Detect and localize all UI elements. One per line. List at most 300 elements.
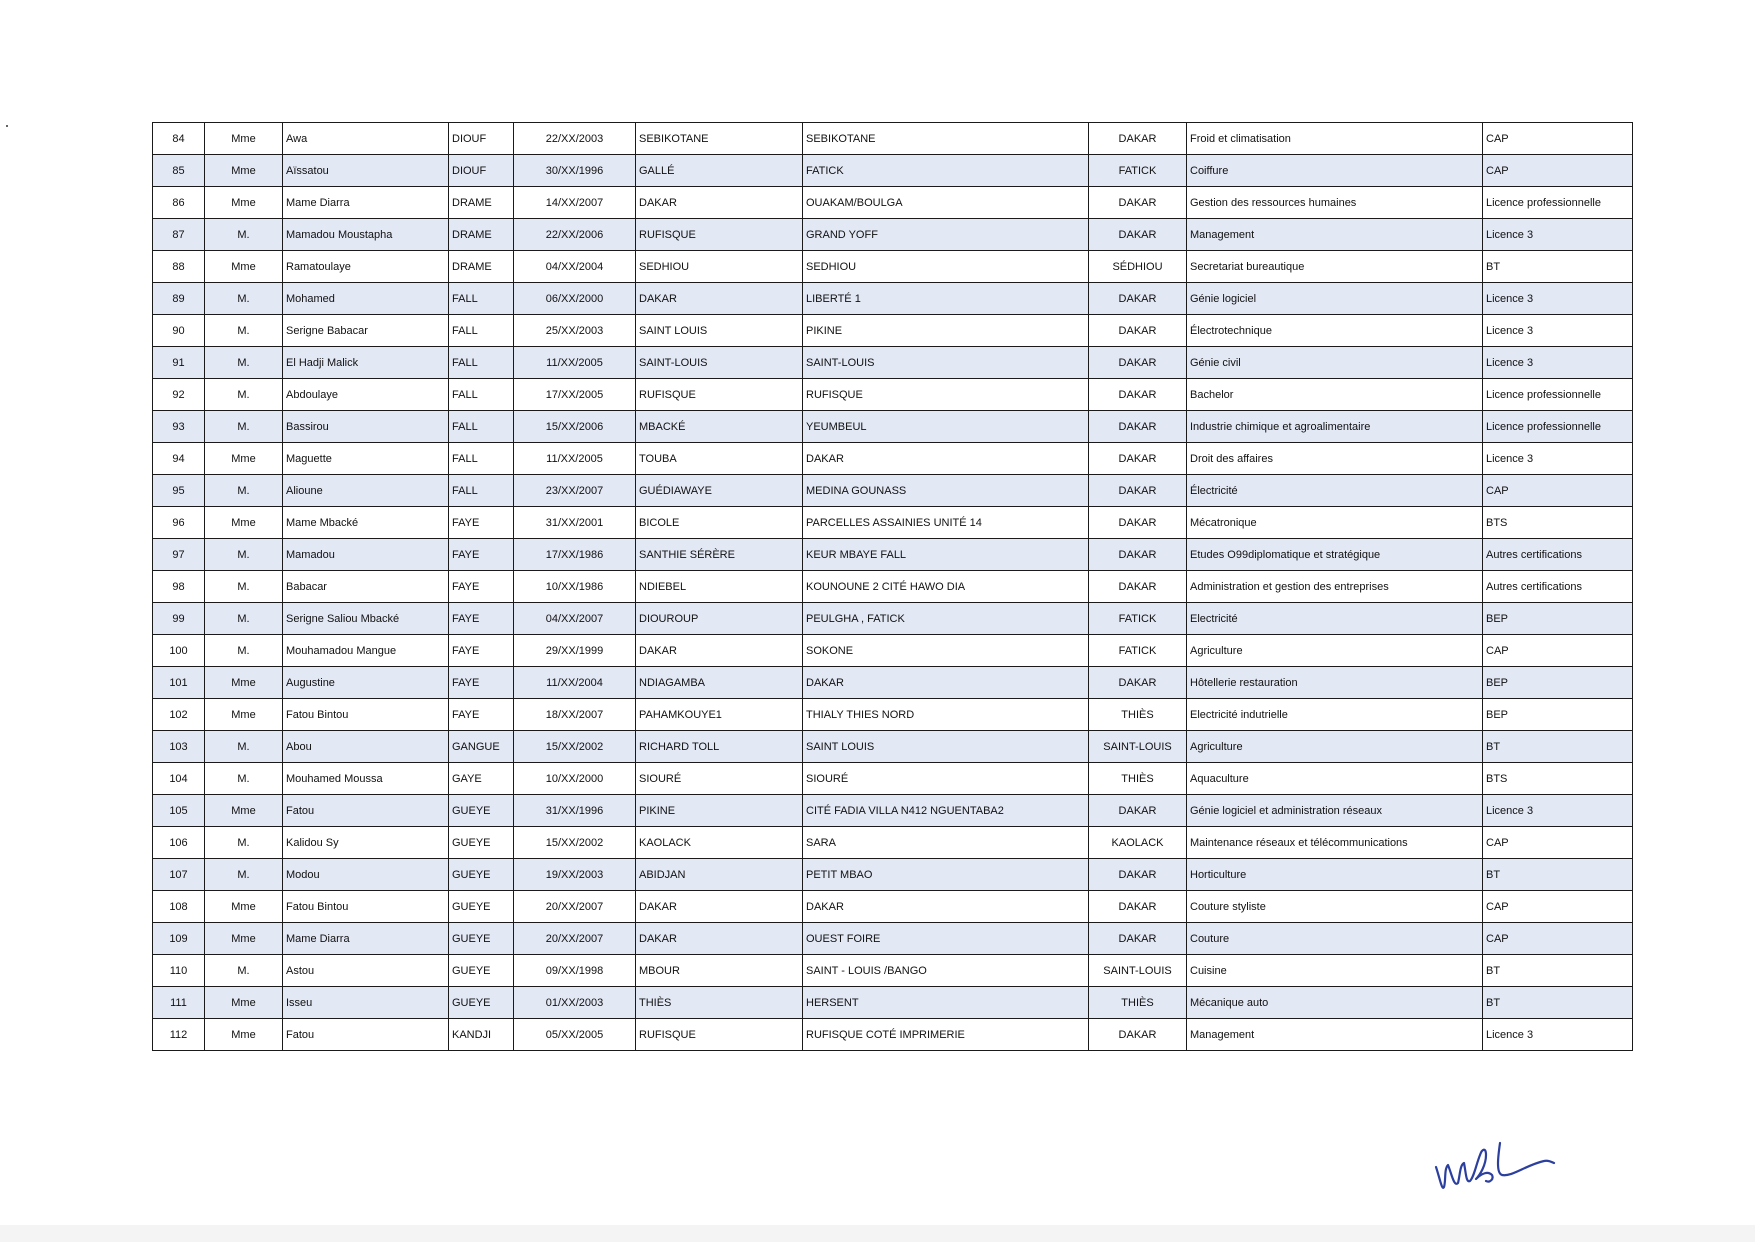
cell-diploma: BTS: [1483, 507, 1633, 539]
cell-birth-date: 04/XX/2007: [514, 603, 636, 635]
table-row: [153, 859, 1633, 891]
cell-first-name: Mouhamadou Mangue: [283, 635, 449, 667]
cell-birth-place: DAKAR: [636, 923, 803, 955]
cell-field-of-study: Management: [1187, 219, 1483, 251]
cell-residence: SEBIKOTANE: [803, 123, 1089, 155]
cell-diploma: CAP: [1483, 635, 1633, 667]
cell-last-name: FALL: [449, 379, 514, 411]
cell-last-name: DIOUF: [449, 155, 514, 187]
cell-region: DAKAR: [1089, 283, 1187, 315]
cell-row-number: 98: [153, 571, 205, 603]
cell-first-name: Alioune: [283, 475, 449, 507]
cell-first-name: Mohamed: [283, 283, 449, 315]
cell-first-name: Abou: [283, 731, 449, 763]
cell-field-of-study: Etudes O99diplomatique et stratégique: [1187, 539, 1483, 571]
cell-last-name: FALL: [449, 443, 514, 475]
cell-row-number: 103: [153, 731, 205, 763]
cell-civility: Mme: [205, 1019, 283, 1051]
cell-civility: M.: [205, 411, 283, 443]
cell-residence: SAINT - LOUIS /BANGO: [803, 955, 1089, 987]
cell-birth-date: 25/XX/2003: [514, 315, 636, 347]
table-row: [153, 123, 1633, 155]
cell-field-of-study: Couture: [1187, 923, 1483, 955]
cell-diploma: CAP: [1483, 155, 1633, 187]
cell-region: THIÈS: [1089, 987, 1187, 1019]
cell-row-number: 111: [153, 987, 205, 1019]
participants-table-wrapper: [152, 122, 1633, 1051]
cell-region: THIÈS: [1089, 699, 1187, 731]
cell-field-of-study: Génie logiciel: [1187, 283, 1483, 315]
cell-residence: PETIT MBAO: [803, 859, 1089, 891]
cell-birth-date: 10/XX/2000: [514, 763, 636, 795]
cell-field-of-study: Administration et gestion des entreprises: [1187, 571, 1483, 603]
cell-row-number: 91: [153, 347, 205, 379]
cell-civility: M.: [205, 315, 283, 347]
cell-birth-place: SAINT-LOUIS: [636, 347, 803, 379]
cell-civility: Mme: [205, 667, 283, 699]
cell-first-name: Mame Diarra: [283, 187, 449, 219]
cell-birth-date: 15/XX/2006: [514, 411, 636, 443]
cell-civility: M.: [205, 539, 283, 571]
cell-row-number: 108: [153, 891, 205, 923]
cell-diploma: CAP: [1483, 891, 1633, 923]
table-row: [153, 539, 1633, 571]
cell-last-name: FAYE: [449, 603, 514, 635]
cell-diploma: CAP: [1483, 475, 1633, 507]
cell-birth-place: GUÉDIAWAYE: [636, 475, 803, 507]
cell-diploma: BT: [1483, 251, 1633, 283]
cell-region: KAOLACK: [1089, 827, 1187, 859]
cell-region: SÉDHIOU: [1089, 251, 1187, 283]
table-row: [153, 475, 1633, 507]
table-row: [153, 603, 1633, 635]
cell-residence: PARCELLES ASSAINIES UNITÉ 14: [803, 507, 1089, 539]
cell-residence: MEDINA GOUNASS: [803, 475, 1089, 507]
cell-diploma: Autres certifications: [1483, 539, 1633, 571]
cell-field-of-study: Horticulture: [1187, 859, 1483, 891]
cell-last-name: DRAME: [449, 219, 514, 251]
cell-field-of-study: Génie logiciel et administration réseaux: [1187, 795, 1483, 827]
cell-birth-place: SAINT LOUIS: [636, 315, 803, 347]
cell-region: DAKAR: [1089, 539, 1187, 571]
cell-birth-place: KAOLACK: [636, 827, 803, 859]
cell-civility: M.: [205, 827, 283, 859]
cell-civility: M.: [205, 219, 283, 251]
cell-row-number: 84: [153, 123, 205, 155]
cell-first-name: Mamadou: [283, 539, 449, 571]
cell-birth-place: DAKAR: [636, 891, 803, 923]
cell-residence: OUEST FOIRE: [803, 923, 1089, 955]
cell-field-of-study: Mécanique auto: [1187, 987, 1483, 1019]
table-row: [153, 443, 1633, 475]
cell-first-name: Serigne Saliou Mbacké: [283, 603, 449, 635]
cell-field-of-study: Mécatronique: [1187, 507, 1483, 539]
cell-first-name: Bassirou: [283, 411, 449, 443]
cell-birth-date: 05/XX/2005: [514, 1019, 636, 1051]
cell-birth-place: DAKAR: [636, 283, 803, 315]
table-row: [153, 155, 1633, 187]
cell-region: DAKAR: [1089, 411, 1187, 443]
cell-diploma: Licence 3: [1483, 283, 1633, 315]
cell-birth-place: SEBIKOTANE: [636, 123, 803, 155]
cell-diploma: BEP: [1483, 603, 1633, 635]
cell-first-name: Isseu: [283, 987, 449, 1019]
cell-first-name: Kalidou Sy: [283, 827, 449, 859]
cell-birth-date: 09/XX/1998: [514, 955, 636, 987]
cell-birth-place: RUFISQUE: [636, 379, 803, 411]
cell-civility: Mme: [205, 891, 283, 923]
cell-region: DAKAR: [1089, 443, 1187, 475]
cell-diploma: Licence professionnelle: [1483, 411, 1633, 443]
cell-field-of-study: Électricité: [1187, 475, 1483, 507]
cell-birth-place: RICHARD TOLL: [636, 731, 803, 763]
cell-last-name: FALL: [449, 347, 514, 379]
cell-civility: Mme: [205, 155, 283, 187]
cell-field-of-study: Electricité indutrielle: [1187, 699, 1483, 731]
cell-birth-place: NDIEBEL: [636, 571, 803, 603]
cell-last-name: DRAME: [449, 251, 514, 283]
cell-region: DAKAR: [1089, 923, 1187, 955]
cell-diploma: Licence 3: [1483, 443, 1633, 475]
cell-row-number: 85: [153, 155, 205, 187]
cell-civility: Mme: [205, 699, 283, 731]
cell-birth-date: 10/XX/1986: [514, 571, 636, 603]
cell-birth-place: TOUBA: [636, 443, 803, 475]
cell-first-name: Astou: [283, 955, 449, 987]
cell-last-name: FAYE: [449, 507, 514, 539]
cell-first-name: Modou: [283, 859, 449, 891]
cell-diploma: BT: [1483, 731, 1633, 763]
cell-region: SAINT-LOUIS: [1089, 955, 1187, 987]
table-row: [153, 219, 1633, 251]
cell-region: DAKAR: [1089, 347, 1187, 379]
table-row: [153, 283, 1633, 315]
cell-residence: LIBERTÉ 1: [803, 283, 1089, 315]
cell-first-name: El Hadji Malick: [283, 347, 449, 379]
cell-diploma: Licence 3: [1483, 347, 1633, 379]
cell-row-number: 107: [153, 859, 205, 891]
table-row: [153, 987, 1633, 1019]
cell-first-name: Babacar: [283, 571, 449, 603]
cell-first-name: Mamadou Moustapha: [283, 219, 449, 251]
cell-region: FATICK: [1089, 155, 1187, 187]
cell-last-name: FAYE: [449, 635, 514, 667]
cell-field-of-study: Droit des affaires: [1187, 443, 1483, 475]
cell-diploma: BT: [1483, 955, 1633, 987]
cell-civility: M.: [205, 347, 283, 379]
cell-first-name: Abdoulaye: [283, 379, 449, 411]
cell-birth-date: 15/XX/2002: [514, 731, 636, 763]
cell-birth-date: 20/XX/2007: [514, 923, 636, 955]
cell-first-name: Fatou Bintou: [283, 699, 449, 731]
cell-birth-place: SIOURÉ: [636, 763, 803, 795]
cell-birth-date: 04/XX/2004: [514, 251, 636, 283]
cell-region: DAKAR: [1089, 475, 1187, 507]
cell-last-name: GUEYE: [449, 827, 514, 859]
cell-civility: M.: [205, 859, 283, 891]
cell-birth-place: GALLÉ: [636, 155, 803, 187]
cell-civility: M.: [205, 763, 283, 795]
cell-birth-date: 22/XX/2006: [514, 219, 636, 251]
cell-diploma: CAP: [1483, 827, 1633, 859]
cell-first-name: Aïssatou: [283, 155, 449, 187]
scan-bottom-edge: [0, 1225, 1755, 1242]
cell-civility: Mme: [205, 187, 283, 219]
cell-row-number: 102: [153, 699, 205, 731]
cell-first-name: Awa: [283, 123, 449, 155]
cell-civility: M.: [205, 635, 283, 667]
cell-birth-place: RUFISQUE: [636, 1019, 803, 1051]
cell-residence: PIKINE: [803, 315, 1089, 347]
cell-civility: Mme: [205, 507, 283, 539]
cell-birth-place: MBOUR: [636, 955, 803, 987]
cell-birth-place: SEDHIOU: [636, 251, 803, 283]
cell-field-of-study: Électrotechnique: [1187, 315, 1483, 347]
cell-diploma: Licence professionnelle: [1483, 187, 1633, 219]
cell-residence: PEULGHA , FATICK: [803, 603, 1089, 635]
cell-diploma: BT: [1483, 859, 1633, 891]
cell-residence: CITÉ FADIA VILLA N412 NGUENTABA2: [803, 795, 1089, 827]
cell-region: DAKAR: [1089, 795, 1187, 827]
cell-diploma: CAP: [1483, 923, 1633, 955]
cell-row-number: 101: [153, 667, 205, 699]
cell-civility: M.: [205, 571, 283, 603]
cell-last-name: GUEYE: [449, 795, 514, 827]
cell-field-of-study: Gestion des ressources humaines: [1187, 187, 1483, 219]
cell-birth-place: RUFISQUE: [636, 219, 803, 251]
cell-row-number: 90: [153, 315, 205, 347]
cell-first-name: Ramatoulaye: [283, 251, 449, 283]
cell-birth-place: PIKINE: [636, 795, 803, 827]
cell-first-name: Serigne Babacar: [283, 315, 449, 347]
cell-first-name: Augustine: [283, 667, 449, 699]
cell-residence: THIALY THIES NORD: [803, 699, 1089, 731]
table-row: [153, 507, 1633, 539]
cell-last-name: KANDJI: [449, 1019, 514, 1051]
cell-civility: M.: [205, 731, 283, 763]
cell-field-of-study: Hôtellerie restauration: [1187, 667, 1483, 699]
cell-diploma: BT: [1483, 987, 1633, 1019]
cell-residence: SARA: [803, 827, 1089, 859]
table-row: [153, 187, 1633, 219]
cell-field-of-study: Bachelor: [1187, 379, 1483, 411]
cell-region: DAKAR: [1089, 315, 1187, 347]
cell-last-name: FALL: [449, 283, 514, 315]
cell-first-name: Mouhamed Moussa: [283, 763, 449, 795]
cell-region: DAKAR: [1089, 187, 1187, 219]
cell-diploma: Licence 3: [1483, 315, 1633, 347]
cell-birth-date: 18/XX/2007: [514, 699, 636, 731]
cell-row-number: 93: [153, 411, 205, 443]
table-row: [153, 955, 1633, 987]
cell-birth-date: 30/XX/1996: [514, 155, 636, 187]
cell-civility: Mme: [205, 251, 283, 283]
cell-residence: DAKAR: [803, 443, 1089, 475]
cell-birth-date: 31/XX/2001: [514, 507, 636, 539]
cell-residence: DAKAR: [803, 667, 1089, 699]
cell-row-number: 110: [153, 955, 205, 987]
cell-residence: FATICK: [803, 155, 1089, 187]
cell-birth-date: 15/XX/2002: [514, 827, 636, 859]
cell-field-of-study: Management: [1187, 1019, 1483, 1051]
cell-diploma: Licence 3: [1483, 219, 1633, 251]
table-row: [153, 891, 1633, 923]
cell-civility: Mme: [205, 443, 283, 475]
cell-row-number: 96: [153, 507, 205, 539]
cell-civility: M.: [205, 475, 283, 507]
cell-row-number: 106: [153, 827, 205, 859]
cell-residence: DAKAR: [803, 891, 1089, 923]
table-row: [153, 571, 1633, 603]
cell-row-number: 95: [153, 475, 205, 507]
table-body: [153, 123, 1633, 1051]
cell-birth-place: ABIDJAN: [636, 859, 803, 891]
cell-field-of-study: Génie civil: [1187, 347, 1483, 379]
cell-residence: GRAND YOFF: [803, 219, 1089, 251]
cell-birth-place: DAKAR: [636, 635, 803, 667]
cell-residence: SEDHIOU: [803, 251, 1089, 283]
cell-region: DAKAR: [1089, 507, 1187, 539]
cell-field-of-study: Secretariat bureautique: [1187, 251, 1483, 283]
cell-birth-place: SANTHIE SÉRÈRE: [636, 539, 803, 571]
cell-first-name: Fatou: [283, 1019, 449, 1051]
cell-diploma: Licence 3: [1483, 1019, 1633, 1051]
cell-birth-date: 11/XX/2004: [514, 667, 636, 699]
cell-last-name: DIOUF: [449, 123, 514, 155]
cell-region: DAKAR: [1089, 571, 1187, 603]
scan-speck: [6, 125, 8, 127]
cell-region: DAKAR: [1089, 379, 1187, 411]
cell-row-number: 92: [153, 379, 205, 411]
handwritten-signature: [1430, 1135, 1560, 1205]
cell-row-number: 89: [153, 283, 205, 315]
table-row: [153, 251, 1633, 283]
cell-civility: Mme: [205, 123, 283, 155]
participants-table: [152, 122, 1633, 1051]
cell-last-name: GUEYE: [449, 923, 514, 955]
cell-civility: M.: [205, 955, 283, 987]
cell-last-name: FAYE: [449, 667, 514, 699]
cell-field-of-study: Agriculture: [1187, 731, 1483, 763]
cell-civility: Mme: [205, 795, 283, 827]
cell-residence: SIOURÉ: [803, 763, 1089, 795]
cell-last-name: FAYE: [449, 699, 514, 731]
cell-civility: M.: [205, 379, 283, 411]
cell-birth-place: MBACKÉ: [636, 411, 803, 443]
cell-region: DAKAR: [1089, 891, 1187, 923]
cell-birth-date: 17/XX/1986: [514, 539, 636, 571]
cell-residence: SOKONE: [803, 635, 1089, 667]
cell-birth-date: 31/XX/1996: [514, 795, 636, 827]
cell-diploma: Autres certifications: [1483, 571, 1633, 603]
cell-region: SAINT-LOUIS: [1089, 731, 1187, 763]
cell-birth-place: DAKAR: [636, 187, 803, 219]
cell-row-number: 87: [153, 219, 205, 251]
cell-row-number: 109: [153, 923, 205, 955]
cell-row-number: 97: [153, 539, 205, 571]
cell-birth-place: NDIAGAMBA: [636, 667, 803, 699]
cell-last-name: GUEYE: [449, 891, 514, 923]
cell-last-name: DRAME: [449, 187, 514, 219]
cell-row-number: 112: [153, 1019, 205, 1051]
cell-field-of-study: Industrie chimique et agroalimentaire: [1187, 411, 1483, 443]
cell-row-number: 99: [153, 603, 205, 635]
cell-birth-date: 14/XX/2007: [514, 187, 636, 219]
cell-field-of-study: Couture styliste: [1187, 891, 1483, 923]
cell-last-name: GANGUE: [449, 731, 514, 763]
cell-first-name: Maguette: [283, 443, 449, 475]
cell-birth-date: 01/XX/2003: [514, 987, 636, 1019]
cell-field-of-study: Aquaculture: [1187, 763, 1483, 795]
cell-diploma: BEP: [1483, 699, 1633, 731]
cell-residence: YEUMBEUL: [803, 411, 1089, 443]
cell-last-name: FALL: [449, 411, 514, 443]
cell-region: DAKAR: [1089, 859, 1187, 891]
cell-row-number: 104: [153, 763, 205, 795]
cell-field-of-study: Electricité: [1187, 603, 1483, 635]
cell-region: FATICK: [1089, 635, 1187, 667]
cell-last-name: FALL: [449, 315, 514, 347]
cell-field-of-study: Agriculture: [1187, 635, 1483, 667]
cell-row-number: 88: [153, 251, 205, 283]
cell-civility: Mme: [205, 923, 283, 955]
cell-region: DAKAR: [1089, 667, 1187, 699]
cell-region: THIÈS: [1089, 763, 1187, 795]
cell-last-name: GAYE: [449, 763, 514, 795]
cell-birth-date: 11/XX/2005: [514, 347, 636, 379]
cell-first-name: Fatou Bintou: [283, 891, 449, 923]
cell-birth-date: 20/XX/2007: [514, 891, 636, 923]
cell-residence: KOUNOUNE 2 CITÉ HAWO DIA: [803, 571, 1089, 603]
cell-civility: M.: [205, 603, 283, 635]
cell-civility: Mme: [205, 987, 283, 1019]
table-row: [153, 699, 1633, 731]
cell-residence: RUFISQUE: [803, 379, 1089, 411]
table-row: [153, 635, 1633, 667]
table-row: [153, 923, 1633, 955]
cell-diploma: BEP: [1483, 667, 1633, 699]
table-row: [153, 411, 1633, 443]
cell-field-of-study: Coiffure: [1187, 155, 1483, 187]
cell-region: FATICK: [1089, 603, 1187, 635]
cell-birth-place: THIÈS: [636, 987, 803, 1019]
cell-field-of-study: Froid et climatisation: [1187, 123, 1483, 155]
cell-residence: OUAKAM/BOULGA: [803, 187, 1089, 219]
cell-birth-date: 06/XX/2000: [514, 283, 636, 315]
table-row: [153, 795, 1633, 827]
cell-first-name: Fatou: [283, 795, 449, 827]
cell-row-number: 94: [153, 443, 205, 475]
cell-residence: RUFISQUE COTÉ IMPRIMERIE: [803, 1019, 1089, 1051]
cell-birth-date: 11/XX/2005: [514, 443, 636, 475]
cell-region: DAKAR: [1089, 123, 1187, 155]
cell-residence: SAINT-LOUIS: [803, 347, 1089, 379]
cell-birth-date: 23/XX/2007: [514, 475, 636, 507]
cell-last-name: FALL: [449, 475, 514, 507]
cell-birth-date: 22/XX/2003: [514, 123, 636, 155]
cell-diploma: Licence 3: [1483, 795, 1633, 827]
cell-diploma: Licence professionnelle: [1483, 379, 1633, 411]
cell-field-of-study: Cuisine: [1187, 955, 1483, 987]
cell-diploma: CAP: [1483, 123, 1633, 155]
cell-birth-date: 19/XX/2003: [514, 859, 636, 891]
cell-residence: SAINT LOUIS: [803, 731, 1089, 763]
cell-diploma: BTS: [1483, 763, 1633, 795]
cell-last-name: GUEYE: [449, 987, 514, 1019]
cell-row-number: 100: [153, 635, 205, 667]
cell-residence: HERSENT: [803, 987, 1089, 1019]
cell-birth-date: 29/XX/1999: [514, 635, 636, 667]
